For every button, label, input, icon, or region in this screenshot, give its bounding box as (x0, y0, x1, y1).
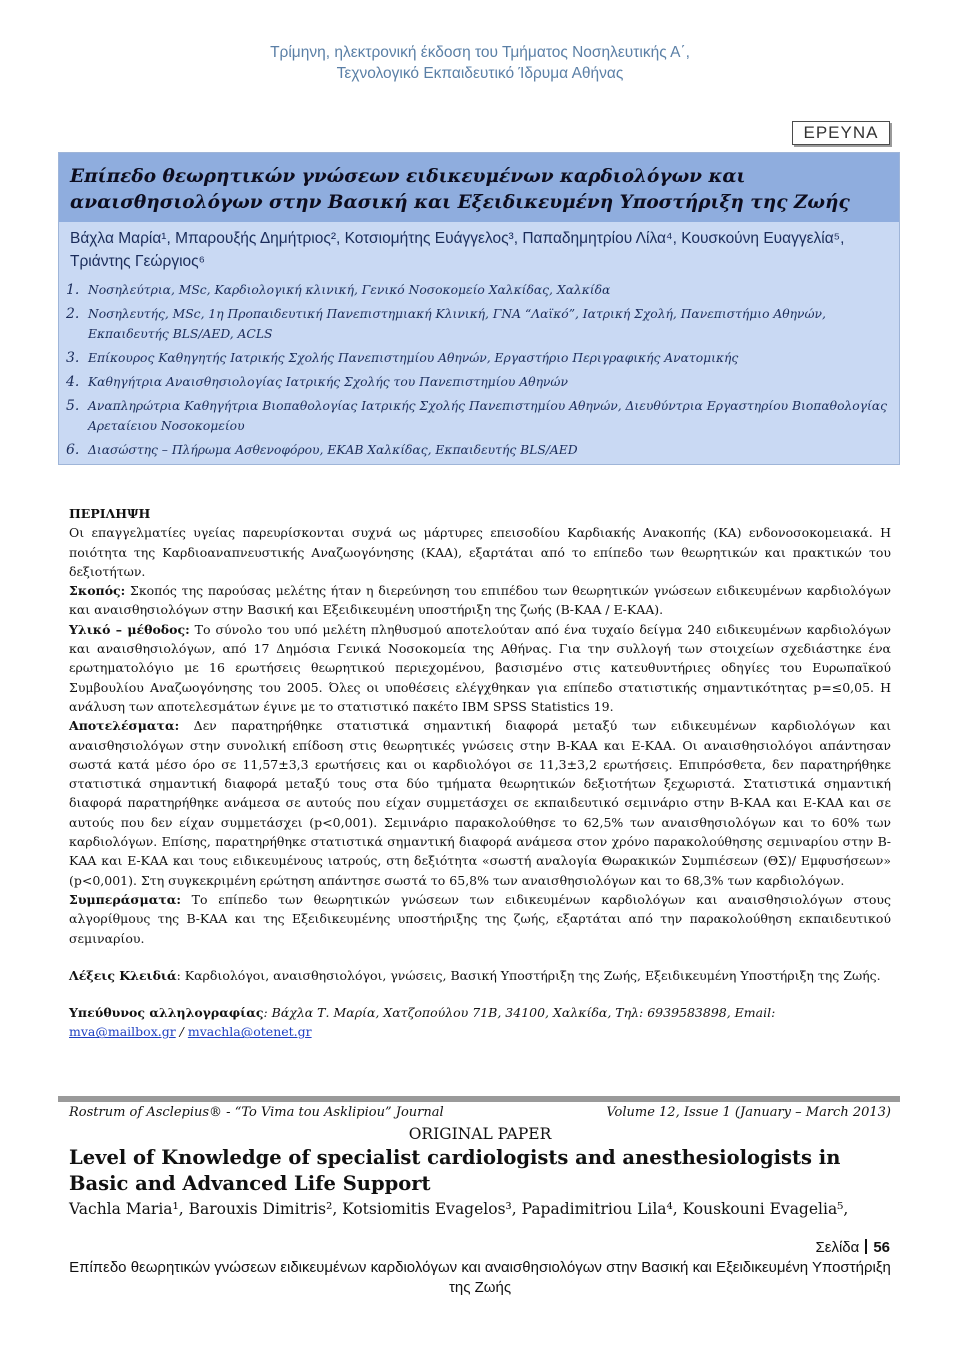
results-label: Αποτελέσματα: (69, 718, 180, 734)
affiliation-text: Αναπληρώτρια Καθηγήτρια Βιοπαθολογίας Ιατρικής Σχολής Πανεπιστημίου Αθηνών, Διευθύντρια Εργαστηρίου Βιοπαθολογίας Αρεταίειου Νοσοκομείου (88, 399, 888, 433)
page-number (815, 1238, 890, 1258)
aim-text: Σκοπός της παρούσας μελέτης ήταν η διερεύνηση του επιπέδου των θεωρητικών γνώσεων ειδικευμένων καρδιολόγων και αναισθησιολόγων στην Βασική και Εξειδικευμένη υποστήριξη της ζωής (Β-ΚΑΑ / Ε-ΚΑΑ). (69, 583, 891, 618)
title-box (58, 152, 900, 465)
correspondence-label: Υπεύθυνος αλληλογραφίας (69, 1005, 264, 1021)
affiliation-text: Νοσηλεύτρια, MSc, Καρδιολογική κλινική, Γενικό Νοσοκομείο Χαλκίδας, Χαλκίδα (88, 283, 611, 297)
affiliation-text: Καθηγήτρια Αναισθησιολογίας Ιατρικής Σχολής του Πανεπιστημίου Αθηνών (88, 375, 568, 389)
affiliation-text: Επίκουρος Καθηγητής Ιατρικής Σχολής Πανεπιστημίου Αθηνών, Εργαστήριο Περιγραφικής Ανατομικής (88, 351, 739, 365)
journal-header-line2: Τεχνολογικό Εκπαιδευτικό Ίδρυμα Αθήνας (336, 65, 624, 82)
footer-title: Επίπεδο θεωρητικών γνώσεων ειδικευμένων καρδιολόγων και αναισθησιολόγων στην Βασική και Εξειδικευμένη Υποστήριξη της Ζωής (69, 1259, 891, 1296)
affiliation-item (66, 304, 894, 344)
correspondence-text: : Βάχλα Τ. Μαρία, Χατζοπούλου 71Β, 34100, Χαλκίδα, Τηλ: 6939583898, Email: (263, 1005, 776, 1021)
english-title: Level of Knowledge of specialist cardiologists and anesthesiologists in Basic and Advanced Life Support (69, 1146, 841, 1195)
affiliation-number: 6. (66, 442, 80, 458)
affiliation-item (66, 396, 894, 436)
affiliation-item (66, 440, 894, 460)
affiliation-number: 5. (66, 398, 80, 414)
affiliation-number: 3. (66, 350, 80, 366)
affiliation-number: 1. (66, 282, 80, 298)
conclusions-text: Το επίπεδο των θεωρητικών γνώσεων των ειδικευμένων καρδιολόγων και αναισθησιολόγων στους αλγορίθμους της Β-ΚΑΑ και της Εξειδικευμένης υποστήριξης της ζωής, εξαρτάται από την παρακολούθηση εκπαιδευτικού σεμιναρίου. (69, 891, 891, 946)
affiliation-number: 2. (66, 306, 80, 322)
keywords-label: Λέξεις Κλειδιά (69, 967, 177, 983)
page-label: Σελίδα (815, 1239, 860, 1256)
conclusions-label: Συμπεράσματα: (69, 891, 181, 907)
page-number-value: 56 (873, 1239, 890, 1256)
method-text: Το σύνολο του υπό μελέτη πληθυσμού αποτελούταν από ένα τυχαίο δείγμα 240 ειδικευμένων καρδιολόγων και αναισθησιολόγων, από 17 Δημόσια Γενικά Νοσοκομεία της Αθήνας. Για την συλλογή των στοιχείων σχεδιάστηκε ένα ερωτηματολόγιο με 16 ερωτήσεις θεωρητικού περιεχομένου, βασισμένο στις κατευθυντήριες οδηγίες του Ευρωπαϊκού Συμβουλίου Αναζωογόνησης του 2005. Όλες οι υποθέσεις ελέγχθηκαν για επίπεδο στατιστικής σημαντικότητας p=≤0,05. Η ανάλυση των αποτελεσμάτων έγινε με το στατιστικό πακέτο IBM SPSS Statistics 19. (69, 621, 891, 714)
correspondence (69, 1003, 891, 1042)
abstract-heading: ΠΕΡΙΛΗΨΗ (69, 506, 151, 521)
abstract-results (69, 716, 891, 890)
method-label: Υλικό – μέθοδος: (69, 621, 190, 637)
keywords (69, 966, 891, 985)
affiliation-list (66, 280, 894, 464)
journal-header (0, 42, 960, 84)
affiliation-item (66, 280, 894, 300)
greek-authors: Βάχλα Μαρία¹, Μπαρουξής Δημήτριος², Κοτσιομήτης Ευάγγελος³, Παπαδημητρίου Λίλα⁴, Κουσκούνη Ευαγγελία⁵, Τριάντης Γεώργιος⁶ (70, 230, 845, 270)
affiliation-number: 4. (66, 374, 80, 390)
abstract-aim (69, 581, 891, 620)
aim-label: Σκοπός: (69, 583, 126, 599)
results-text: Δεν παρατηρήθηκε στατιστικά σημαντική διαφορά μεταξύ των ειδικευμένων καρδιολόγων και αναισθησιολόγων στην συνολική επίδοση στις θεωρητικές γνώσεις στην Β-ΚΑΑ και Ε-ΚΑΑ. Οι αναισθησιολόγοι απάντησαν σωστά κατά μέσο όρο σε 11,57±3,3 ερωτήσεις και οι καρδιολόγοι σε 11,3±3,2 ερωτήσεις. Επιπρόσθετα, δεν παρατηρήθηκε στατιστικά σημαντική διαφορά μεταξύ τους στα δύο τμήματα θεωρητικών δεξιοτήτων ξεχωριστά. Στατιστικά σημαντική διαφορά παρατηρήθηκε ανάμεσα σε αυτούς που είχαν συμμετάσχει σε εκπαιδευτικό σεμινάριο στην Β-ΚΑΑ και Ε-ΚΑΑ και σε αυτούς που δεν είχαν συμμετάσχει (p<0,001). Σεμινάριο παρακολούθησε το 62,5% των αναισθησιολόγων και το 60% των καρδιολόγων. Επίσης, παρατηρήθηκε στατιστικά σημαντική διαφορά ανάμεσα στον χρόνο παρακολούθησης σεμιναρίου στην Β-ΚΑΑ και Ε-ΚΑΑ και τους ειδικευμένους ιατρούς, στη δεξιότητα «σωστή αναλογία Θωρακικών Συμπιέσεων (ΘΣ)/ Εμφυσήσεων» (p<0,001). Στη συγκεκριμένη ερώτηση απάντησε σωστά το 65,8% των αναισθησιολόγων και το 68,3% των καρδιολόγων. (69, 718, 891, 888)
english-journal-line (69, 1103, 891, 1123)
spacer (69, 985, 891, 1003)
affiliation-text: Διασώστης – Πλήρωμα Ασθενοφόρου, ΕΚΑΒ Χαλκίδας, Εκπαιδευτής BLS/AED (88, 443, 578, 457)
paper-type: ORIGINAL PAPER (408, 1125, 552, 1143)
page-separator (865, 1239, 867, 1254)
email-link-1[interactable]: mva@mailbox.gr (69, 1024, 176, 1040)
english-authors: Vachla Maria¹, Barouxis Dimitris², Kotsiomitis Evagelos³, Papadimitriou Lila⁴, Kouskouni Evagelia⁵, (69, 1200, 849, 1218)
journal-name: Rostrum of Asclepius® - “To Vima tou Asklipiou” Journal (69, 1105, 444, 1120)
email-link-2[interactable]: mvachla@otenet.gr (187, 1024, 312, 1040)
affiliation-item (66, 372, 894, 392)
affiliation-item (66, 348, 894, 368)
abstract (69, 504, 891, 1042)
spacer (69, 948, 891, 966)
email-separator: / (175, 1024, 188, 1040)
greek-title: Επίπεδο θεωρητικών γνώσεων ειδικευμένων καρδιολόγων και αναισθησιολόγων στην Βασική και Εξειδικευμένη Υποστήριξη της Ζωής (70, 166, 850, 213)
abstract-method (69, 620, 891, 716)
divider (58, 1096, 900, 1102)
affiliation-text: Νοσηλευτής, MSc, 1η Προπαιδευτική Πανεπιστημιακή Κλινική, ΓΝΑ “Λαϊκό”, Ιατρική Σχολή, Πανεπιστήμιο Αθηνών, Εκπαιδευτής BLS/AED, ACLS (88, 307, 826, 341)
abstract-conclusions (69, 890, 891, 948)
journal-header-line1: Τρίμηνη, ηλεκτρονική έκδοση του Τμήματος Νοσηλευτικής Α΄, (270, 44, 690, 61)
journal-volume: Volume 12, Issue 1 (January – March 2013) (606, 1105, 891, 1120)
abstract-intro: Οι επαγγελματίες υγείας παρευρίσκονται συχνά ως μάρτυρες επεισοδίου Καρδιακής Ανακοπής (ΚΑ) ενδονοσοκομειακά. Η ποιότητα της Καρδιοαναπνευστικής Αναζωογόνησης (ΚΑΑ), εξαρτάται από το επίπεδο των θεωρητικών και πρακτικών του δεξιοτήτων. (69, 525, 891, 579)
section-tag: ΕΡΕΥΝΑ (792, 121, 890, 145)
keywords-text: : Καρδιολόγοι, αναισθησιολόγοι, γνώσεις, Βασική Υποστήριξη της Ζωής, Εξειδικευμένη Υποστήριξη της Ζωής. (176, 967, 881, 983)
